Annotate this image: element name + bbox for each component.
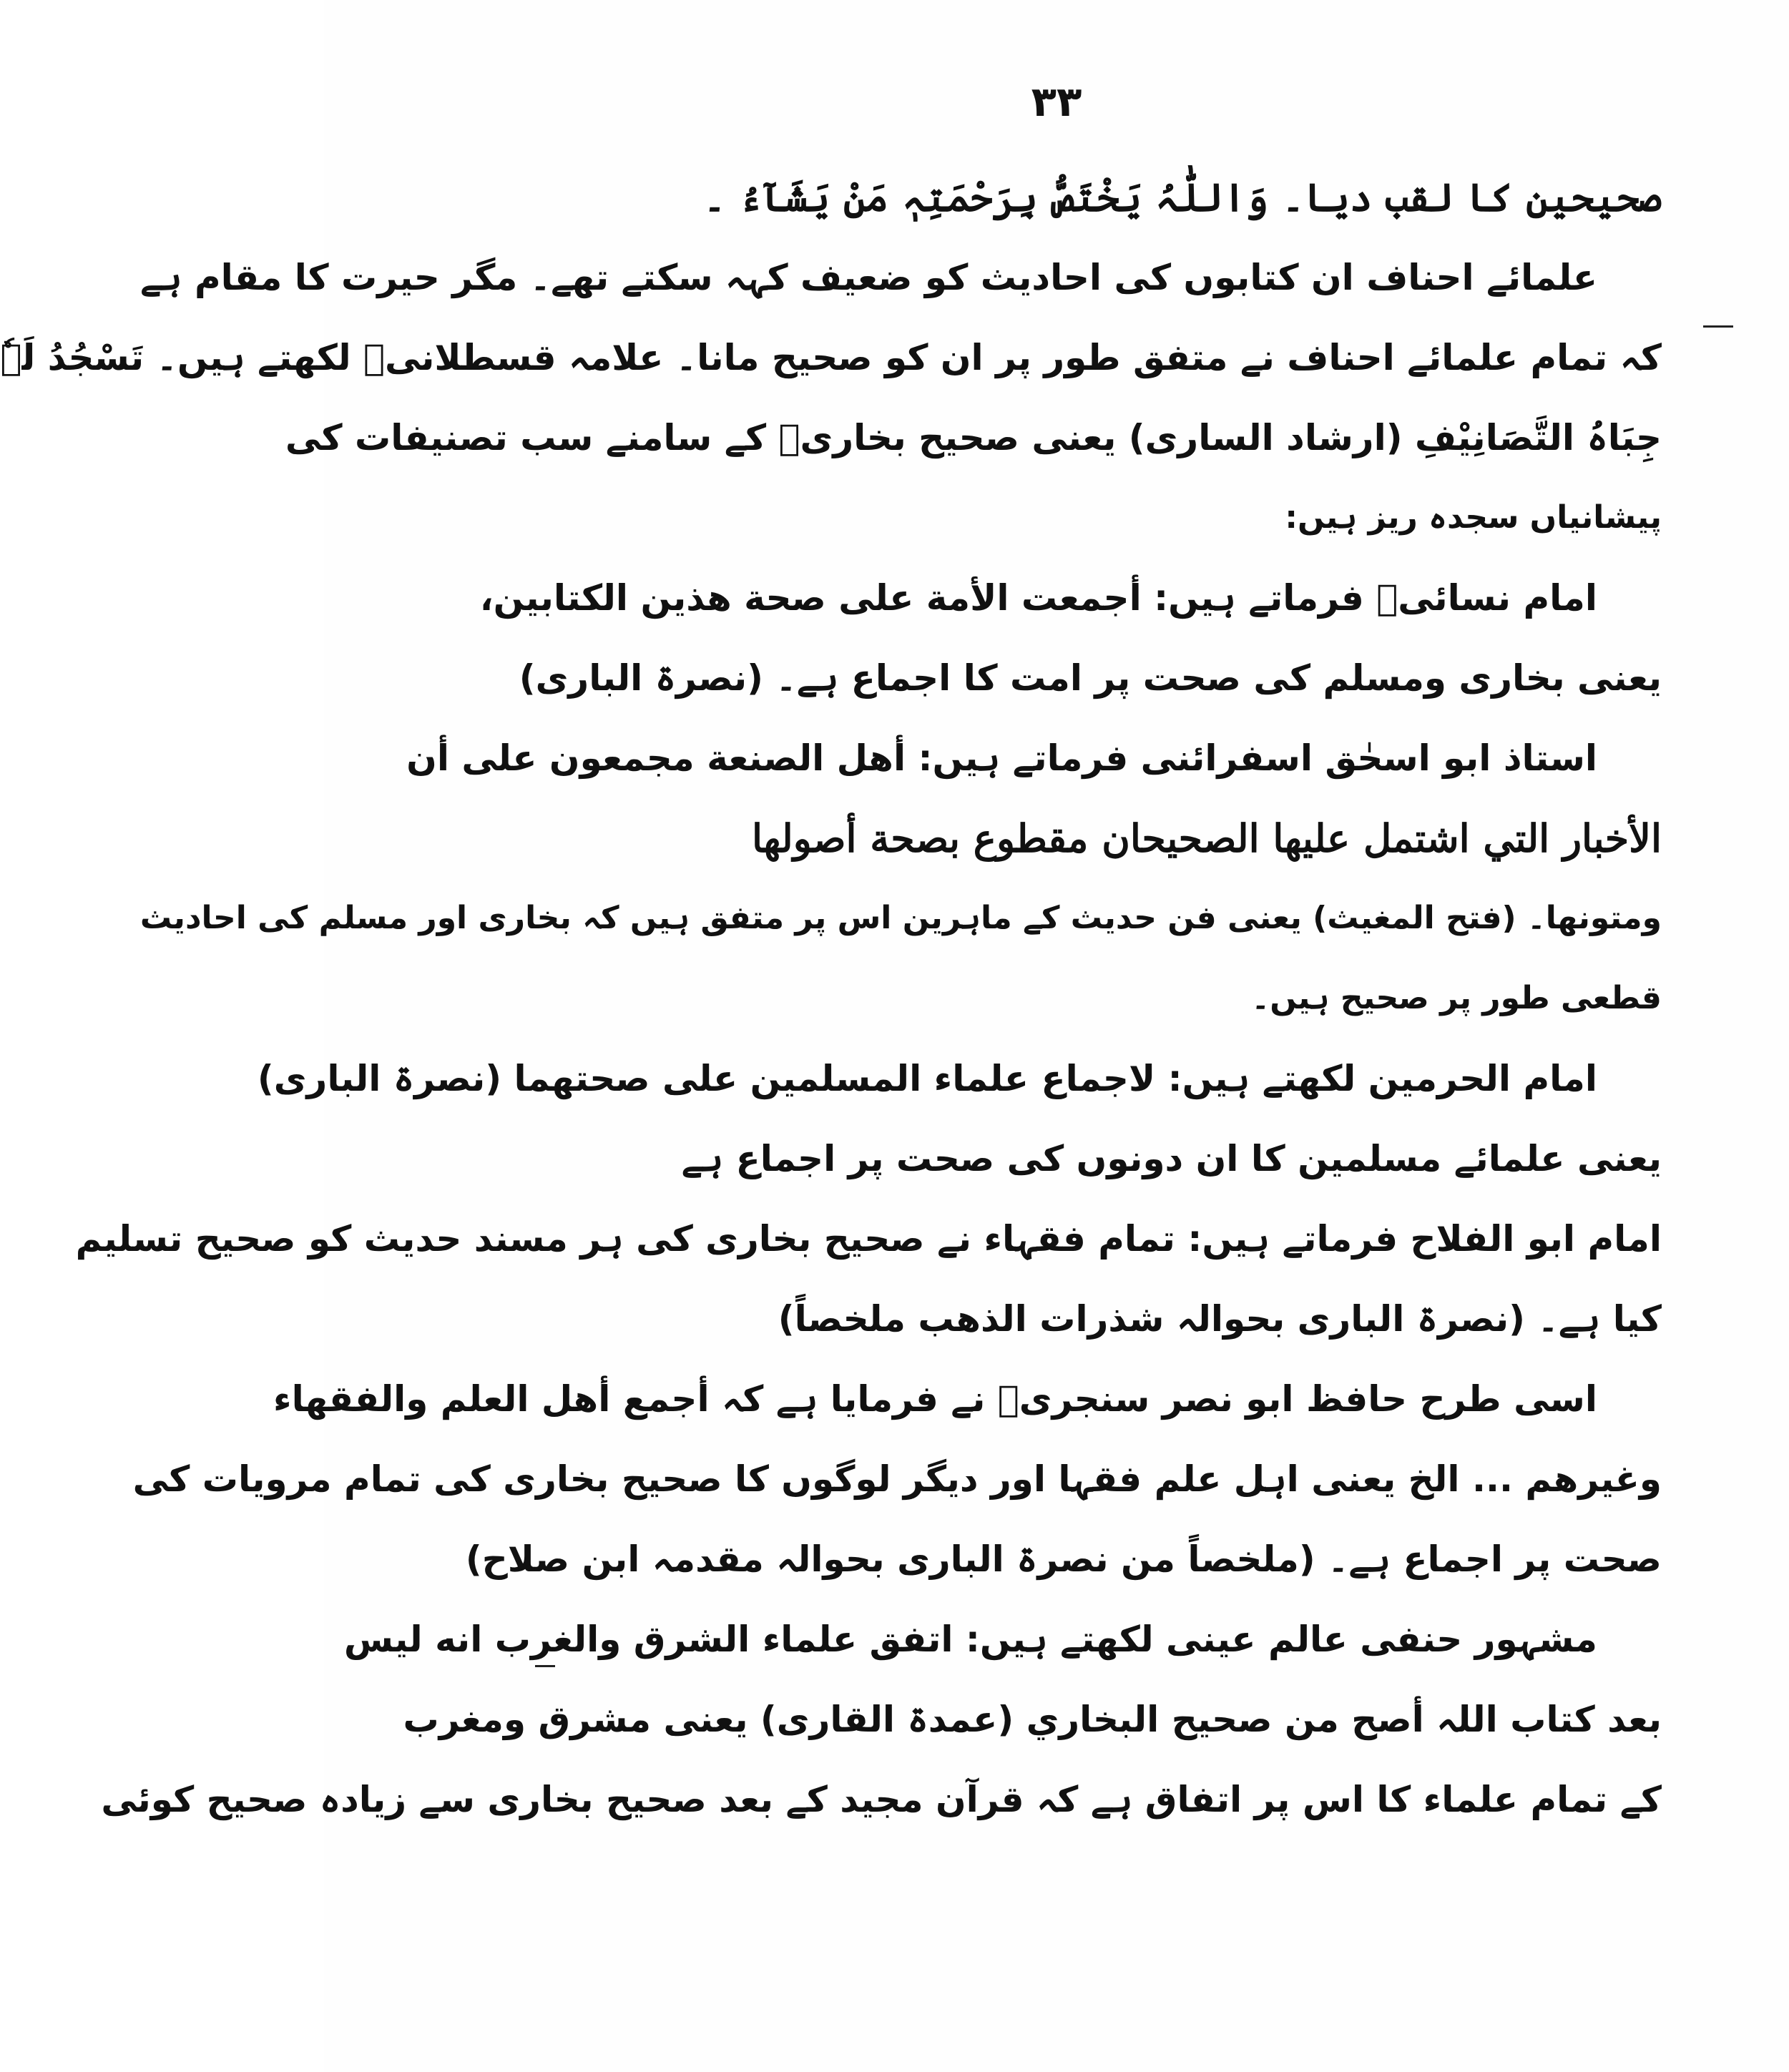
text-line: استاذ ابو اسحٰق اسفرائنی فرماتے ہیں: أهل الصنعة مجمعون على أن bbox=[406, 737, 1597, 779]
text-line: بعد کتاب اللہ أصح من صحيح البخاري (عمدۃ القاری) یعنی مشرق ومغرب bbox=[403, 1699, 1662, 1740]
text-line: صحت پر اجماع ہے۔ (ملخصاً من نصرۃ الباری بحوالہ مقدمہ ابن صلاح) bbox=[465, 1538, 1662, 1580]
text-line: یعنی بخاری ومسلم کی صحت پر امت کا اجماع ہے۔ (نصرۃ الباری) bbox=[519, 657, 1662, 699]
body-text bbox=[0, 157, 1662, 1840]
text-line: ومتونها۔ (فتح المغیث) یعنی فن حدیث کے ماہرین اس پر متفق ہیں کہ بخاری اور مسلم کی احادیث bbox=[139, 900, 1662, 936]
text-line: قطعی طور پر صحیح ہیں۔ bbox=[1251, 980, 1662, 1016]
text-line: مشہور حنفی عالم عینی لکھتے ہیں: اتفق علماء الشرق والغرب انه ليس bbox=[343, 1619, 1597, 1660]
text-line: اسی طرح حافظ ابو نصر سنجریؒ نے فرمایا ہے کہ أجمع أهل العلم والفقهاء bbox=[273, 1378, 1597, 1420]
margin-mark bbox=[1703, 325, 1733, 328]
text-line: کے تمام علماء کا اس پر اتفاق ہے کہ قرآن مجید کے بعد صحیح بخاری سے زیادہ صحیح کوئی bbox=[101, 1779, 1662, 1820]
text-line: کیا ہے۔ (نصرۃ الباری بحوالہ شذرات الذهب ملخصاً) bbox=[778, 1298, 1662, 1340]
page-number: ۳۳ bbox=[1031, 77, 1082, 126]
text-line: علمائے احناف ان کتابوں کی احادیث کو ضعیف کہہ سکتے تھے۔ مگر حیرت کا مقام ہے bbox=[140, 257, 1597, 298]
text-line: صحیحین کا لقب دیا۔ وَاللّٰہُ یَخْتَصُّ بِرَحْمَتِہٖ مَنْ یَشَآءُ ۔ bbox=[703, 175, 1662, 220]
text-line: امام الحرمین لکھتے ہیں: لاجماع علماء المسلمين على صحتهما (نصرۃ الباری) bbox=[257, 1058, 1597, 1099]
text-line: پیشانیاں سجدہ ریز ہیں: bbox=[1285, 499, 1662, 536]
text-line: امام ابو الفلاح فرماتے ہیں: تمام فقہاء نے صحیح بخاری کی ہر مسند حدیث کو صحیح تسلیم bbox=[75, 1218, 1662, 1260]
text-line: یعنی علمائے مسلمین کا ان دونوں کی صحت پر اجماع ہے bbox=[681, 1138, 1662, 1179]
text-line: کہ تمام علمائے احناف نے متفق طور پر ان کو صحیح مانا۔ علامہ قسطلانیؒ لکھتے ہیں۔ تَسْجُدُ لَہٗ bbox=[0, 337, 1662, 378]
text-line: امام نسائیؒ فرماتے ہیں: أجمعت الأمة علی صحة هذين الكتابين، bbox=[479, 577, 1597, 619]
text-line: وغيرهم ... الخ یعنی اہل علم فقہا اور دیگر لوگوں کا صحیح بخاری کی تمام مرویات کی bbox=[132, 1458, 1662, 1500]
text-line: جِبَاہُ التَّصَانِیْفِ (ارشاد الساری) یعنی صحیح بخاریؒ کے سامنے سب تصنیفات کی bbox=[285, 417, 1662, 458]
text-line: الأخبار التي اشتمل عليها الصحيحان مقطوع بصحة أصولها bbox=[751, 815, 1662, 861]
